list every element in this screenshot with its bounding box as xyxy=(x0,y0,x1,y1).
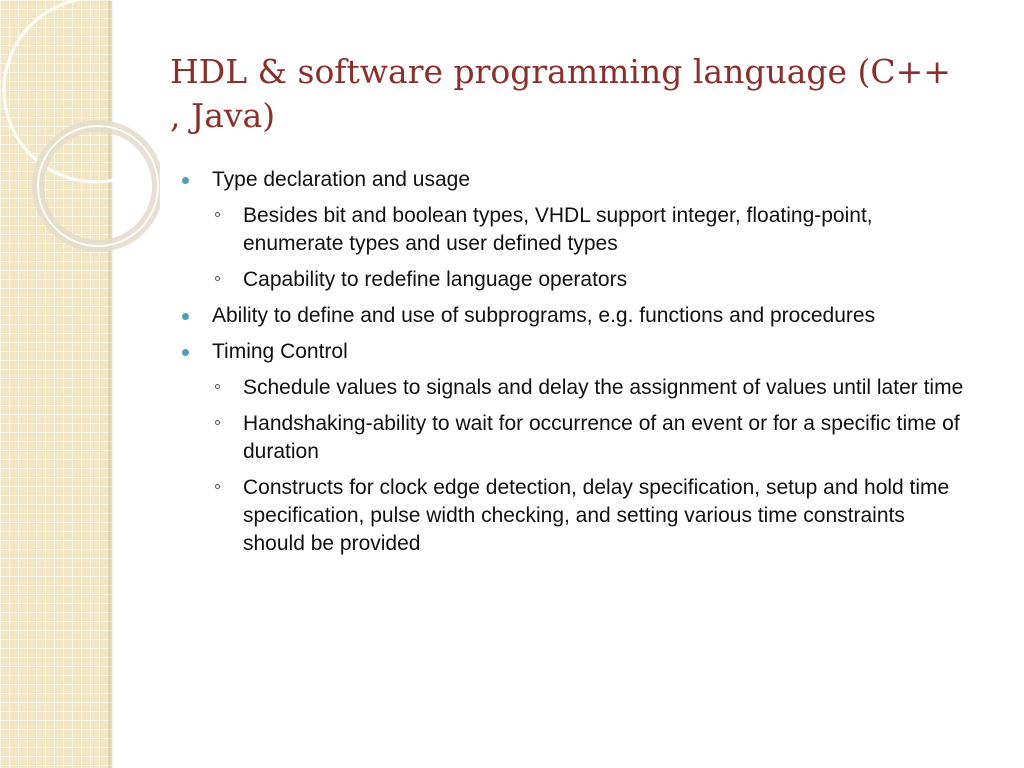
sub-bullet-text: Schedule values to signals and delay the assignment of values until later time xyxy=(243,376,964,399)
bullet-list xyxy=(180,166,970,566)
sub-bullet-text: Constructs for clock edge detection, delay specification, setup and hold time specification, pulse width checking, and setting various time constraints should be provided xyxy=(243,476,950,555)
sub-bullet-text: Capability to redefine language operators xyxy=(243,268,628,291)
sub-bullet-item xyxy=(180,266,970,294)
bullet-item xyxy=(180,302,970,330)
bullet-item xyxy=(180,166,970,194)
bullet-dot-icon xyxy=(182,349,189,356)
sub-bullet-item xyxy=(180,202,970,258)
decorative-circles xyxy=(0,0,160,260)
sub-bullet-circle-icon xyxy=(215,420,220,425)
sub-bullet-item xyxy=(180,374,970,402)
sub-bullet-circle-icon xyxy=(215,212,220,217)
sub-bullet-item xyxy=(180,474,970,558)
bullet-text: Type declaration and usage xyxy=(212,168,471,191)
bullet-dot-icon xyxy=(182,313,189,320)
bullet-text: Timing Control xyxy=(212,340,348,363)
bullet-text: Ability to define and use of subprograms, e.g. functions and procedures xyxy=(212,304,876,327)
sub-bullet-item xyxy=(180,410,970,466)
sub-bullet-text: Besides bit and boolean types, VHDL support integer, floating-point, enumerate types and user defined types xyxy=(243,204,873,255)
bullet-dot-icon xyxy=(182,177,189,184)
sub-bullet-circle-icon xyxy=(215,484,220,489)
sub-bullet-circle-icon xyxy=(215,384,220,389)
slide-title: HDL & software programming language (C++ , Java) xyxy=(170,52,951,135)
sub-bullet-text: Handshaking-ability to wait for occurrence of an event or for a specific time of duration xyxy=(243,412,960,463)
bullet-item xyxy=(180,338,970,366)
sub-bullet-circle-icon xyxy=(215,276,220,281)
